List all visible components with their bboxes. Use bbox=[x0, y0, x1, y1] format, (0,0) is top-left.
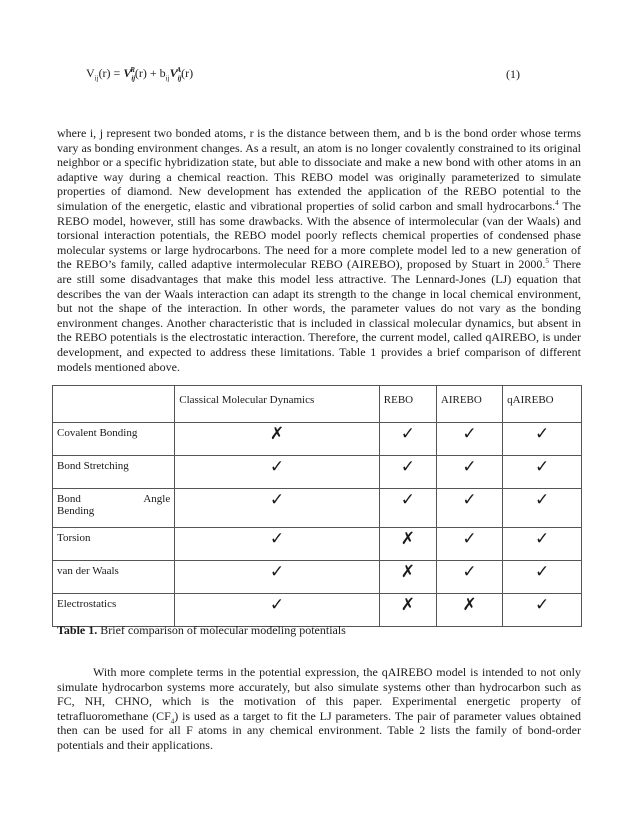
body-paragraph-1: where i, j represent two bonded atoms, r is the distance between them, and b is the bond order whose terms vary as bonding environment changes. As a result, an atom is no longer covalently constrained to its original neighbor or a specific hybridization state, but able to dissociate and make a new bond with other atoms in an adaptive way during a chemical reaction. This REBO model was originally parameterized to simulate properties of diamond. New development has extended the application of the REBO potential to the simulation of the energetic, elastic and vibrational properties of solid carbon and small hydrocarbons.$^4$ The REBO model, however, still has some drawbacks. With the absence of intermolecular (van der Waals) and torsional interaction potentials, the REBO model poorly reflects chemical properties of condensed phase molecular systems or large hydrocarbons. The need for a more complete model led to a new generation of the REBO’s family, called adaptive intermolecular REBO (AIREBO), proposed by Stuart in 2000.$^5$ There are still some disadvantages that make this model less attractive. The Lennard-Jones (LJ) equation that describes the van der Waals interaction can adapt its strength to the change in local chemical environment, but not the shape of the interaction. In other words, the parameter values do not vary as the bonding environment changes. Another characteristic that is included in classical molecular dynamics, but absent in the REBO potentials is the electrostatic interaction. Therefore, the current model, called qAIREBO, is under development, and expected to address these limitations. Table 1 provides a brief comparison of different models mentioned above. bbox=[57, 126, 582, 374]
check-mark-icon: ✓ bbox=[503, 594, 582, 627]
check-mark-icon: ✓ bbox=[436, 456, 502, 489]
check-mark-icon: ✓ bbox=[175, 528, 380, 561]
equation-number: (1) bbox=[506, 66, 520, 81]
cross-mark-icon: ✗ bbox=[379, 594, 436, 627]
table-row bbox=[53, 594, 582, 627]
equation-expression: $V_{ij}(r) = V_{ij}^R(r) + b_{ij}V_{ij}^A(r)$ bbox=[86, 65, 194, 83]
cross-mark-icon: ✗ bbox=[436, 594, 502, 627]
check-mark-icon: ✓ bbox=[379, 456, 436, 489]
row-label: Bond Angle Bending bbox=[53, 489, 175, 528]
comparison-table bbox=[52, 385, 582, 627]
table-row bbox=[53, 489, 582, 528]
check-mark-icon: ✓ bbox=[436, 423, 502, 456]
cross-mark-icon: ✗ bbox=[379, 561, 436, 594]
check-mark-icon: ✓ bbox=[175, 489, 380, 528]
check-mark-icon: ✓ bbox=[379, 423, 436, 456]
citation-4: 4 bbox=[555, 198, 559, 207]
table-row bbox=[53, 423, 582, 456]
citation-5: 5 bbox=[545, 257, 549, 266]
table-row bbox=[53, 456, 582, 489]
row-label: Covalent Bonding bbox=[53, 423, 175, 456]
cross-mark-icon: ✗ bbox=[379, 528, 436, 561]
check-mark-icon: ✓ bbox=[503, 423, 582, 456]
header-cell-empty bbox=[53, 386, 175, 423]
equation-1 bbox=[86, 64, 520, 84]
row-label: van der Waals bbox=[53, 561, 175, 594]
check-mark-icon: ✓ bbox=[503, 561, 582, 594]
check-mark-icon: ✓ bbox=[503, 456, 582, 489]
body-paragraph-2: With more complete terms in the potential expression, the qAIREBO model is intended to not only simulate hydrocarbon systems more accurately, but also simulate systems other than hydrocarbon such as FC, NH, CHNO, which is the motivation of this paper. Experimental energetic property of tetrafluoromethane $(CF_4)$ is used as a target to fit the LJ parameters. The pair of parameter values obtained then can be used for all F atoms in any chemical environment. Table 2 lists the family of bond-order potentials and their applications. bbox=[57, 665, 581, 752]
check-mark-icon: ✓ bbox=[503, 489, 582, 528]
check-mark-icon: ✓ bbox=[503, 528, 582, 561]
table-row bbox=[53, 561, 582, 594]
table-row bbox=[53, 528, 582, 561]
table-header-row bbox=[53, 386, 582, 423]
cross-mark-icon: ✗ bbox=[175, 423, 380, 456]
table-caption: Table 1. Brief comparison of molecular modeling potentials bbox=[57, 623, 346, 637]
check-mark-icon: ✓ bbox=[175, 594, 380, 627]
header-cell-rebo: REBO bbox=[379, 386, 436, 423]
row-label: Torsion bbox=[53, 528, 175, 561]
header-cell-qairebo: qAIREBO bbox=[503, 386, 582, 423]
check-mark-icon: ✓ bbox=[379, 489, 436, 528]
check-mark-icon: ✓ bbox=[436, 528, 502, 561]
check-mark-icon: ✓ bbox=[175, 561, 380, 594]
check-mark-icon: ✓ bbox=[175, 456, 380, 489]
header-cell-classical-md: Classical Molecular Dynamics bbox=[175, 386, 380, 423]
row-label: Electrostatics bbox=[53, 594, 175, 627]
check-mark-icon: ✓ bbox=[436, 489, 502, 528]
header-cell-airebo: AIREBO bbox=[436, 386, 502, 423]
row-label: Bond Stretching bbox=[53, 456, 175, 489]
check-mark-icon: ✓ bbox=[436, 561, 502, 594]
